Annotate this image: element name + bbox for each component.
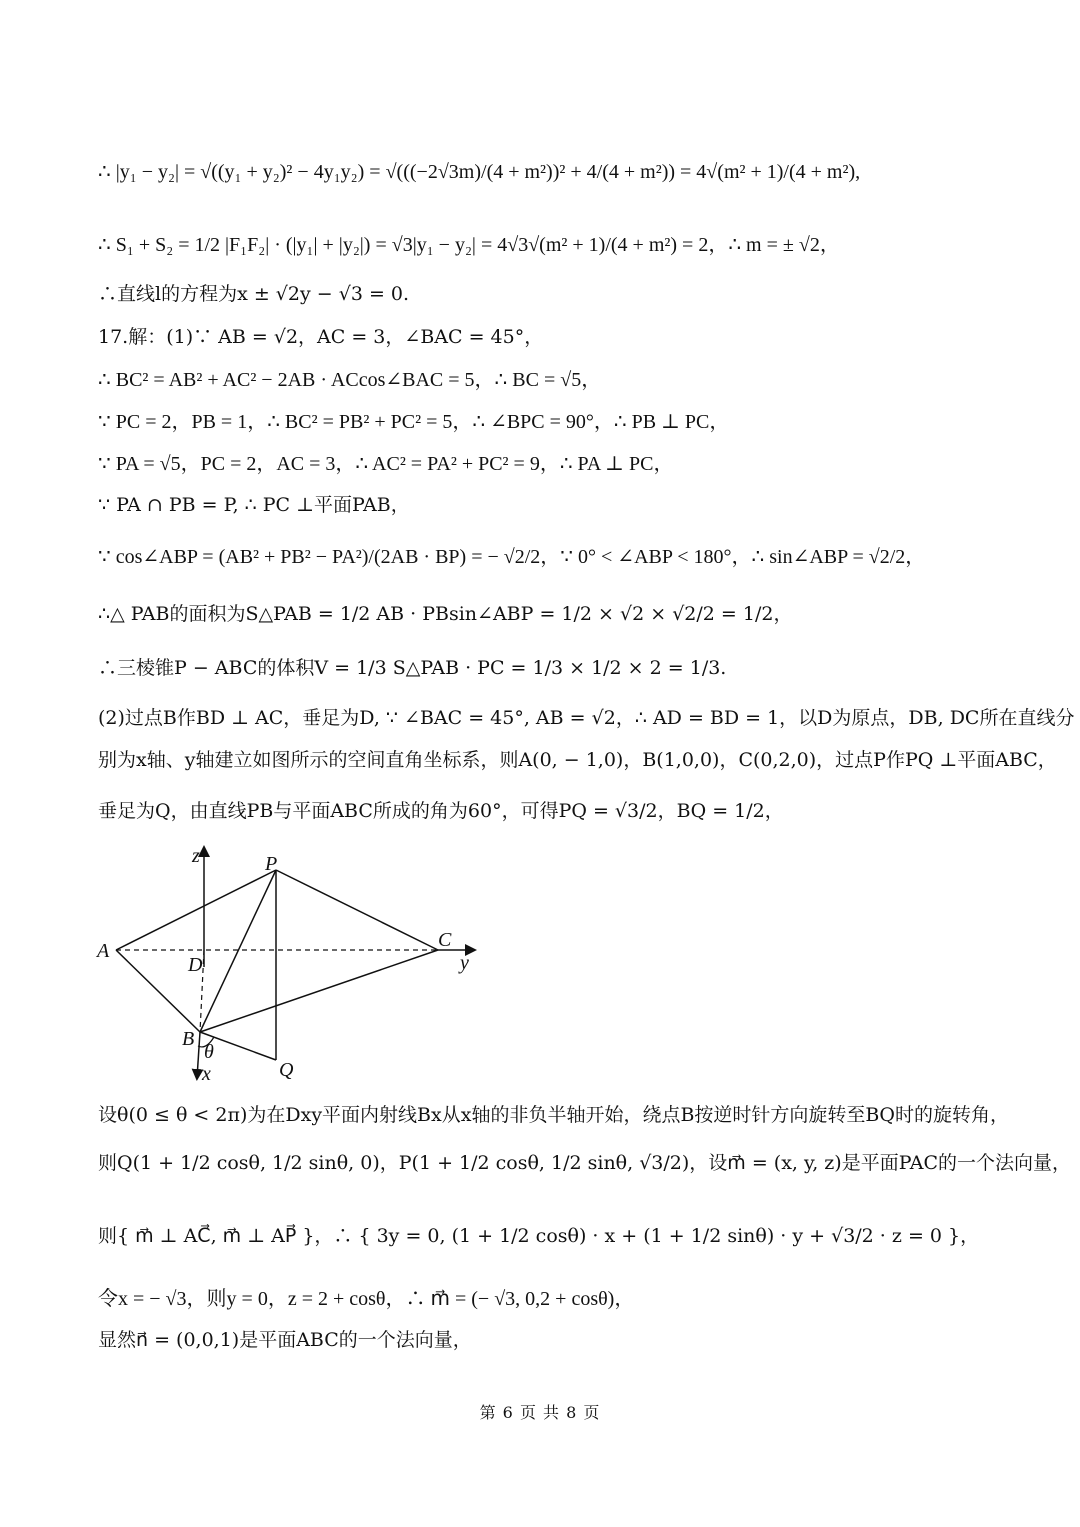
text-line-8: ∵ PA ∩ PB = P, ∴ PC ⊥平面PAB， <box>98 494 410 516</box>
label-P: P <box>265 853 278 875</box>
label-B: B <box>182 1028 195 1050</box>
label-z: z <box>192 845 200 867</box>
edge-PC <box>276 870 438 950</box>
x-axis <box>197 1032 200 1078</box>
text-line-3: ∴直线l的方程为x ± √2y − √3 = 0. <box>98 283 410 305</box>
text-line-4: 17.解：(1)∵ AB = √2，AC = 3，∠BAC = 45°， <box>98 326 544 348</box>
text-line-11: ∴三棱锥P − ABC的体积V = 1/3 S△PAB · PC = 1/3 × 1/2 × 2 = 1/3. <box>98 657 727 679</box>
text-line-12: (2)过点B作BD ⊥ AC，垂足为D, ∵ ∠BAC = 45°, AB = √2，∴ AD = BD = 1，以D为原点，DB, DC所在直线分 <box>98 707 1075 729</box>
text-line-19: 显然n⃗ = (0,0,1)是平面ABC的一个法向量， <box>98 1329 472 1351</box>
text-line-15: 设θ(0 ≤ θ < 2π)为在Dxy平面内射线Bx从x轴的非负半轴开始，绕点B按逆时针方向旋转至BQ时的旋转角， <box>98 1104 1009 1126</box>
text-line-7: ∵ PA = √5，PC = 2，AC = 3，∴ AC² = PA² + PC² = 9，∴ PA ⊥ PC， <box>98 453 674 475</box>
text-line-17: 则{ m⃗ ⊥ AC⃗, m⃗ ⊥ AP⃗ }，∴ { 3y = 0, (1 + 1/2 cosθ) · x + (1 + 1/2 sinθ) · y + √3/2 · z = 0 }， <box>98 1225 980 1247</box>
page-footer: 第 6 页 共 8 页 <box>479 1403 601 1422</box>
edge-AP <box>116 870 276 950</box>
label-A: A <box>97 940 110 962</box>
text-line-9: ∵ cos∠ABP = (AB² + PB² − PA²)/(2AB · BP) = − √2/2，∵ 0° < ∠ABP < 180°，∴ sin∠ABP = √2/2， <box>98 546 926 568</box>
label-y: y <box>460 952 469 974</box>
text-line-10: ∴△ PAB的面积为S△PAB = 1/2 AB · PBsin∠ABP = 1/2 × √2 × √2/2 = 1/2， <box>98 603 793 625</box>
label-D: D <box>188 954 203 976</box>
text-line-6: ∵ PC = 2，PB = 1，∴ BC² = PB² + PC² = 5，∴ ∠BPC = 90°，∴ PB ⊥ PC， <box>98 411 730 433</box>
edge-BC <box>200 950 438 1032</box>
text-line-1: ∴ |y₁ − y₂| = √((y₁ + y₂)² − 4y₁y₂) = √(((−2√3m)/(4 + m²))² + 4/(4 + m²)) = 4√(m² + 1)/(4 + m²), <box>98 161 861 183</box>
label-C: C <box>438 929 452 951</box>
text-line-13: 别为x轴、y轴建立如图所示的空间直角坐标系，则A(0, − 1,0)，B(1,0,0)，C(0,2,0)，过点P作PQ ⊥平面ABC， <box>98 749 1057 771</box>
text-line-18: 令x = − √3，则y = 0，z = 2 + cosθ，∴ m⃗ = (− √3, 0,2 + cosθ)， <box>98 1288 635 1310</box>
text-line-5: ∴ BC² = AB² + AC² − 2AB · ACcos∠BAC = 5，∴ BC = √5， <box>98 369 602 391</box>
text-line-16: 则Q(1 + 1/2 cosθ, 1/2 sinθ, 0)，P(1 + 1/2 cosθ, 1/2 sinθ, √3/2)，设m⃗ = (x, y, z)是平面PAC的一个法向量， <box>98 1152 1072 1174</box>
geometry-figure <box>92 840 482 1085</box>
label-Q: Q <box>279 1059 294 1081</box>
text-line-2: ∴ S₁ + S₂ = 1/2 |F₁F₂| · (|y₁| + |y₂|) = √3|y₁ − y₂| = 4√3√(m² + 1)/(4 + m²) = 2，∴ m = ± √2， <box>98 234 840 256</box>
label-theta: θ <box>204 1041 214 1063</box>
label-x: x <box>202 1063 211 1085</box>
text-line-14: 垂足为Q，由直线PB与平面ABC所成的角为60°，可得PQ = √3/2，BQ = 1/2， <box>98 800 784 822</box>
edge-BP <box>200 870 276 1032</box>
